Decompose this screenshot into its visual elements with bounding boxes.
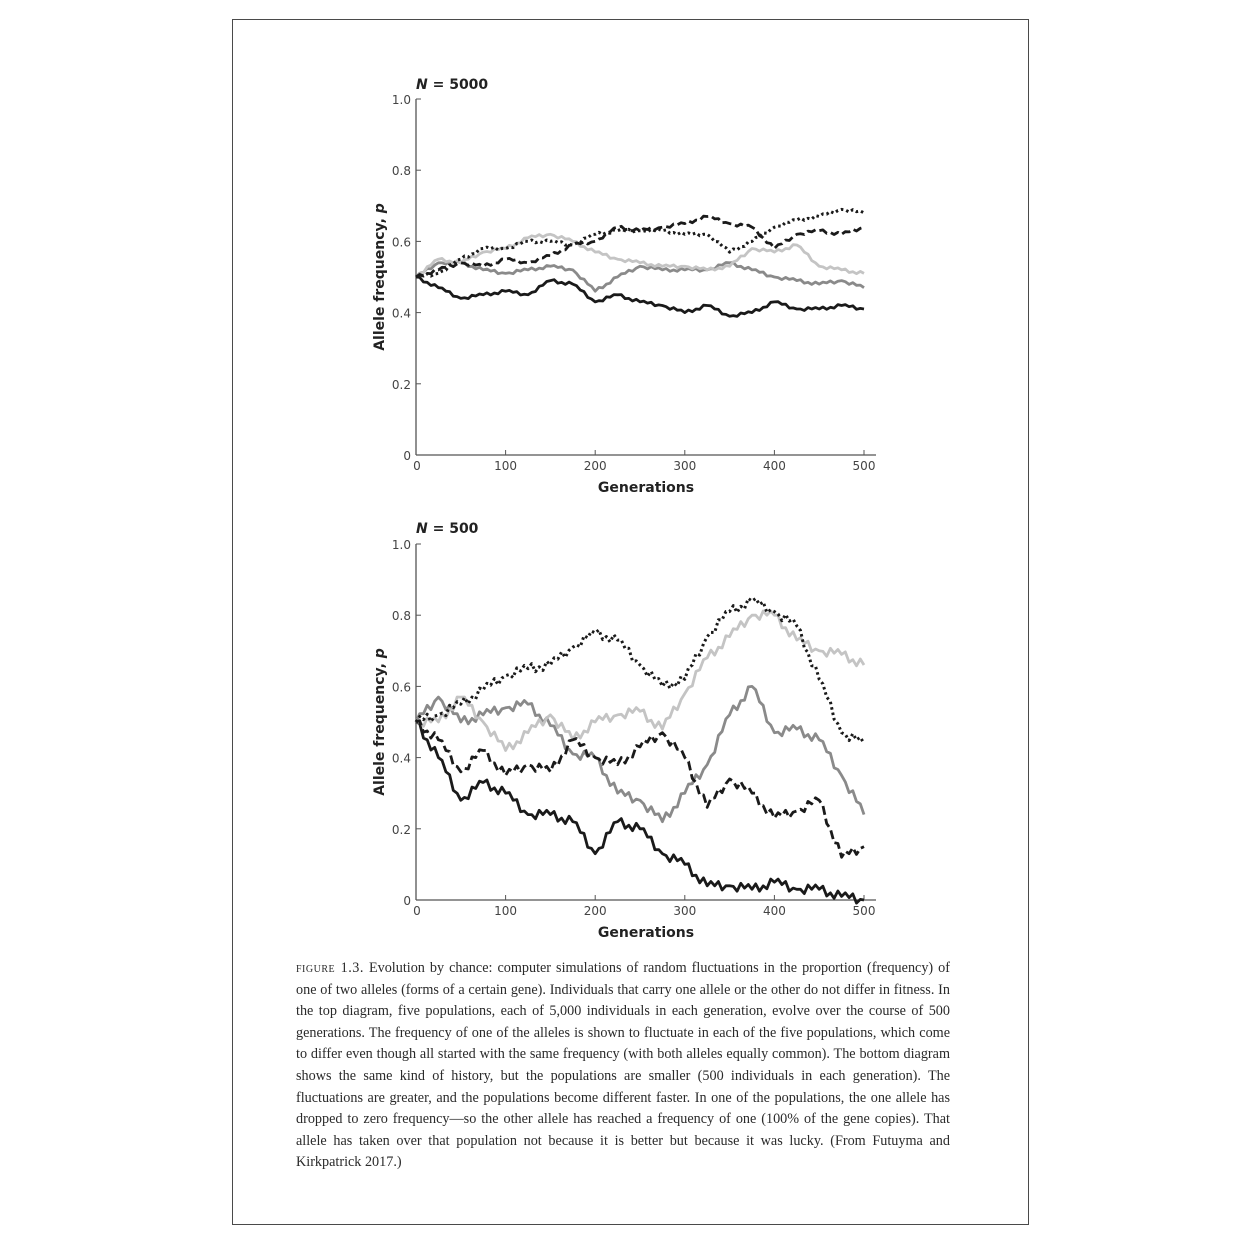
x-tick-label: 0	[413, 459, 421, 473]
y-tick-label: 0.6	[391, 235, 411, 250]
plot-lines	[416, 599, 864, 904]
y-axis-label: Allele frequency, p	[372, 203, 388, 351]
x-axis-label: Generations	[597, 925, 695, 941]
x-axis-label: Generations	[597, 480, 695, 496]
x-tick-label: 0	[413, 904, 421, 918]
x-axis	[413, 895, 876, 918]
y-tick-label: 0.2	[391, 377, 411, 392]
y-tick-label: 0	[403, 894, 411, 908]
x-tick-label: 200	[583, 904, 607, 918]
x-tick-label: 200	[583, 459, 607, 473]
y-tick-label: 0.4	[391, 306, 411, 321]
y-tick-label: 0.8	[391, 609, 411, 624]
y-tick-label: 1.0	[391, 538, 411, 552]
y-tick-label: 0	[403, 449, 411, 463]
x-tick-label: 100	[494, 459, 518, 473]
y-tick-label: 0.8	[391, 164, 411, 179]
y-axis-label: Allele frequency, p	[372, 648, 388, 796]
figure-caption	[296, 958, 950, 1174]
x-tick-label: 300	[673, 904, 697, 918]
x-tick-label: 100	[494, 904, 518, 918]
chart-title: N = 500	[416, 521, 479, 537]
series-line-2	[416, 686, 864, 821]
chart-title: N = 5000	[416, 77, 489, 93]
y-tick-label: 0.4	[391, 751, 411, 766]
caption-text: Evolution by chance: computer simulations of random fluctuations in the proportion (frequency) of one of two alleles (forms of a certain gene). Individuals that carry one allele or the other do not differ in fitness. In the top diagram, five populations, each of 5,000 individuals in each generation, evolve over the course of 500 generations. The frequency of one of the alleles is shown to fluctuate in each of the five populations, which come to differ even though all started with the same frequency (with both alleles equally common). The bottom diagram shows the same kind of history, but the populations are smaller (500 individuals in each generation). The fluctuations are greater, and the populations become different faster. In one of the populations, the one allele has dropped to zero frequency—so the other allele has reached a frequency of one (100% of the gene copies). That allele has taken over that population not because it is better but because it was lucky. (From Futuyma and Kirkpatrick 2017.)	[296, 960, 950, 1171]
x-tick-label: 400	[762, 459, 786, 473]
y-tick-label: 0.6	[391, 680, 411, 695]
y-tick-label: 1.0	[391, 93, 411, 107]
series-line-4	[416, 721, 864, 858]
x-tick-label: 300	[673, 459, 697, 473]
x-tick-label: 500	[852, 459, 876, 473]
x-tick-label: 400	[762, 904, 786, 918]
figure-label: figure 1.3.	[296, 960, 364, 976]
y-tick-label: 0.2	[391, 822, 411, 837]
x-tick-label: 500	[852, 904, 876, 918]
